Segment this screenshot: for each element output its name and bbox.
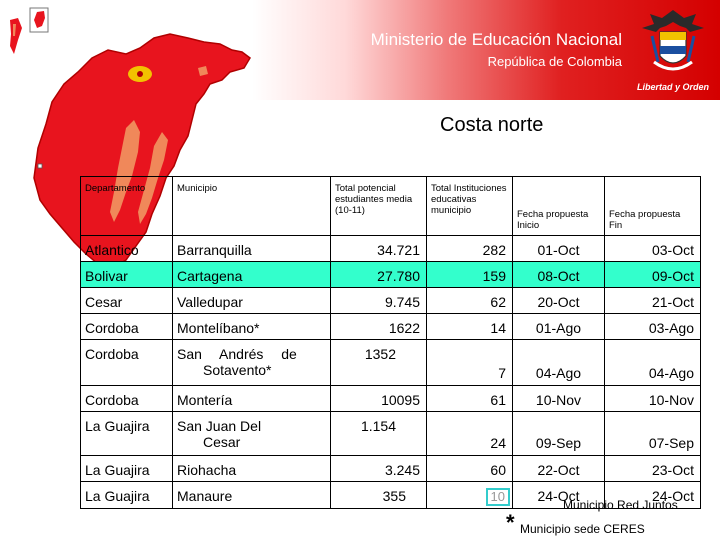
cell-instituciones: 24 [427, 412, 513, 456]
table-row [81, 262, 701, 288]
header-departamento: Departamento [81, 177, 173, 236]
cell-municipio [173, 412, 331, 456]
table-row [81, 412, 701, 456]
cell-estudiantes: 3.245 [331, 456, 427, 482]
table-row [81, 236, 701, 262]
red-juntos-marker: 10 [486, 488, 510, 506]
table-header-row [81, 177, 701, 236]
cell-instituciones: 61 [427, 386, 513, 412]
header-fecha-inicio: Fecha propuesta Inicio [513, 177, 605, 236]
cell-fecha-fin: 09-Oct [605, 262, 701, 288]
cell-fecha-fin: 04-Ago [605, 340, 701, 386]
cell-fecha-fin: 10-Nov [605, 386, 701, 412]
cell-fecha-inicio: 09-Sep [513, 412, 605, 456]
cell-estudiantes: 1622 [331, 314, 427, 340]
cell-instituciones: 7 [427, 340, 513, 386]
cell-municipio-line1: San Juan Del [177, 418, 262, 434]
cell-estudiantes: 355 [331, 482, 427, 509]
seal-motto: Libertad y Orden [636, 82, 709, 92]
table-row [81, 456, 701, 482]
ministry-title: Ministerio de Educación Nacional [370, 30, 622, 49]
legend-red-juntos: Municipio Red Juntos [563, 498, 678, 512]
cell-estudiantes: 1352 [331, 340, 427, 386]
cell-departamento: La Guajira [81, 412, 173, 456]
header-total-instituciones: Total Instituciones educativas municipio [427, 177, 513, 236]
cell-fecha-inicio: 01-Oct [513, 236, 605, 262]
cell-estudiantes: 10095 [331, 386, 427, 412]
cell-municipio: Montelíbano* [173, 314, 331, 340]
cell-fecha-fin: 07-Sep [605, 412, 701, 456]
cell-estudiantes: 27.780 [331, 262, 427, 288]
cell-municipio [173, 340, 331, 386]
cell-departamento: Cordoba [81, 314, 173, 340]
cell-fecha-fin: 03-Oct [605, 236, 701, 262]
cell-instituciones: 282 [427, 236, 513, 262]
cell-municipio-line1: San Andrés de [177, 346, 297, 362]
cell-instituciones: 159 [427, 262, 513, 288]
cell-estudiantes: 1.154 [331, 412, 427, 456]
cell-fecha-inicio: 04-Ago [513, 340, 605, 386]
cell-fecha-fin: 24-Oct [605, 482, 701, 509]
cell-departamento: La Guajira [81, 456, 173, 482]
cell-municipio: Cartagena [173, 262, 331, 288]
table-row [81, 288, 701, 314]
cell-municipio: Barranquilla [173, 236, 331, 262]
header-fecha-fin: Fecha propuesta Fin [605, 177, 701, 236]
cell-departamento: La Guajira [81, 482, 173, 509]
header-total-estudiantes: Total potencial estudiantes media (10-11) [331, 177, 427, 236]
republic-subtitle: República de Colombia [487, 54, 622, 69]
header-municipio: Municipio [173, 177, 331, 236]
municipios-table [80, 176, 701, 509]
cell-departamento: Cesar [81, 288, 173, 314]
cell-departamento: Cordoba [81, 386, 173, 412]
cell-departamento: Cordoba [81, 340, 173, 386]
legend-asterisk: * [506, 510, 515, 535]
cell-municipio-line2: Cesar [203, 434, 241, 450]
cell-instituciones: 14 [427, 314, 513, 340]
cell-municipio: Valledupar [173, 288, 331, 314]
cell-fecha-inicio: 01-Ago [513, 314, 605, 340]
cell-municipio: Riohacha [173, 456, 331, 482]
cell-fecha-fin: 03-Ago [605, 314, 701, 340]
cell-departamento: Bolivar [81, 262, 173, 288]
cell-fecha-fin: 23-Oct [605, 456, 701, 482]
cell-fecha-fin: 21-Oct [605, 288, 701, 314]
cell-fecha-inicio: 08-Oct [513, 262, 605, 288]
cell-fecha-inicio: 22-Oct [513, 456, 605, 482]
table-row [81, 314, 701, 340]
cell-fecha-inicio: 24-Oct [513, 482, 605, 509]
cell-municipio: Montería [173, 386, 331, 412]
cell-estudiantes: 34.721 [331, 236, 427, 262]
table-row [81, 386, 701, 412]
legend-ceres: Municipio sede CERES [520, 522, 645, 536]
cell-instituciones: 62 [427, 288, 513, 314]
cell-instituciones [427, 482, 513, 509]
cell-municipio: Manaure [173, 482, 331, 509]
cell-departamento: Atlantico [81, 236, 173, 262]
cell-municipio-line2: Sotavento* [203, 362, 272, 378]
table-row [81, 340, 701, 386]
region-title: Costa norte [440, 114, 544, 136]
cell-instituciones: 60 [427, 456, 513, 482]
cell-fecha-inicio: 10-Nov [513, 386, 605, 412]
cell-estudiantes: 9.745 [331, 288, 427, 314]
cell-fecha-inicio: 20-Oct [513, 288, 605, 314]
